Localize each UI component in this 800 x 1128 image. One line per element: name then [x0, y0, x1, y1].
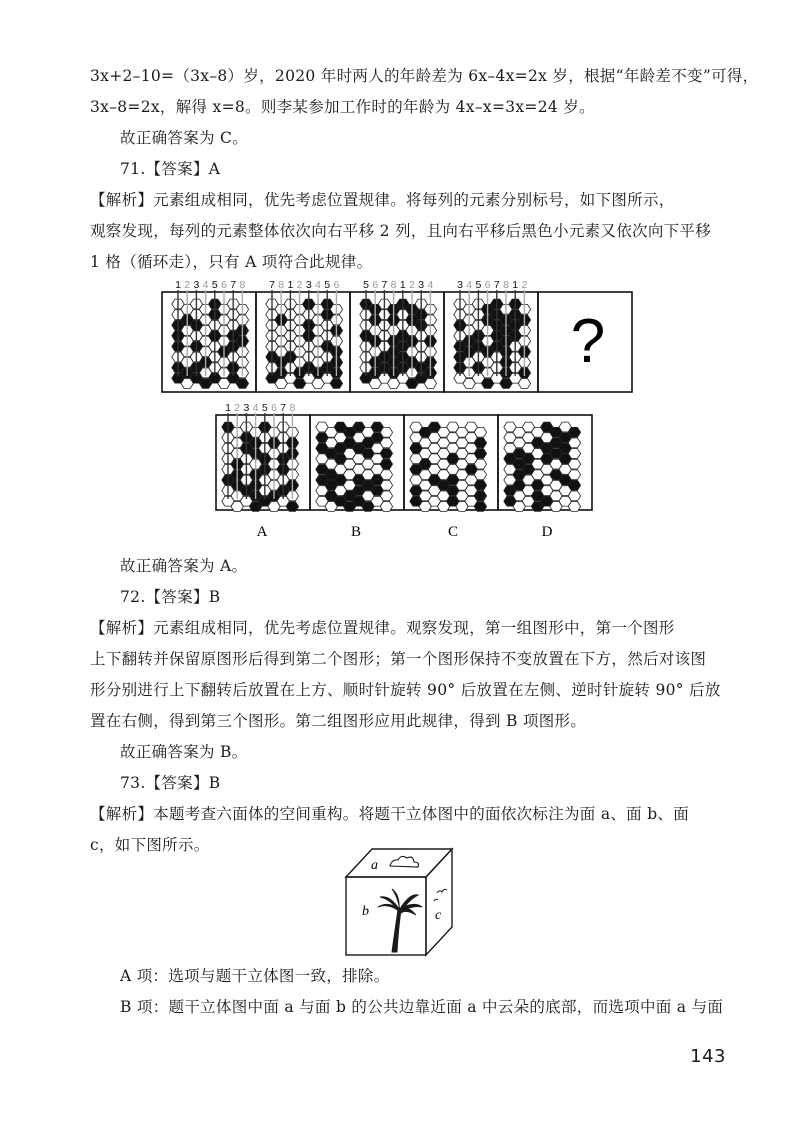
answer-heading-73: 73.【答案】B — [120, 774, 221, 792]
column-number-label: 4 — [427, 279, 434, 291]
column-number-label: 2 — [296, 279, 303, 291]
hex-cell — [236, 379, 248, 389]
explanation-line: 上下翻转并保留原图形后得到第二个图形；第一个图形保持不变放置在下方，然后对该图 — [90, 650, 707, 668]
cube-figure-73 — [340, 835, 460, 960]
page-number: 143 — [690, 1046, 726, 1067]
face-label-a: a — [371, 858, 378, 873]
cube-right-face — [426, 849, 452, 955]
option-label-b: B — [350, 524, 362, 540]
column-number-label: 7 — [269, 279, 275, 291]
column-number-label: 6 — [484, 279, 491, 291]
option-analysis-line: B 项：题干立体图中面 a 与面 b 的公共边靠近面 a 中云朵的底部，而选项中面 a 与面 — [120, 998, 724, 1016]
explanation-line: c，如下图所示。 — [90, 836, 210, 854]
hex-cell — [474, 438, 486, 448]
column-number-label: 6 — [333, 279, 340, 291]
hex-cell — [474, 449, 486, 459]
column-number-label: 2 — [184, 279, 191, 291]
column-number-label: 3 — [193, 279, 200, 291]
cube-top-face — [346, 849, 452, 877]
option-label-d: D — [541, 524, 553, 540]
column-number-label: 3 — [243, 402, 250, 414]
explanation-line: 【解析】本题考查六面体的空间重构。将题干立体图中的面依次标注为面 a、面 b、面 — [90, 805, 690, 823]
column-number-label: 4 — [202, 279, 209, 291]
column-number-label: 5 — [261, 402, 268, 414]
hex-cell — [474, 502, 486, 512]
hex-cell — [568, 480, 580, 490]
column-number-label: 8 — [289, 402, 296, 414]
option-analysis-line: A 项：选项与题干立体图一致，排除。 — [120, 967, 390, 985]
option-label-c: C — [447, 524, 459, 540]
bird-icon — [437, 889, 447, 893]
column-number-label: 3 — [457, 279, 463, 291]
column-number-label: 4 — [315, 279, 321, 291]
column-number-label: 5 — [211, 279, 218, 291]
column-number-label: 8 — [278, 279, 285, 291]
hex-cell — [380, 502, 392, 512]
column-number-label: 6 — [271, 402, 277, 414]
column-number-label: 5 — [324, 279, 331, 291]
hex-cell — [568, 438, 580, 448]
hex-cell — [474, 470, 486, 480]
explanation-line: 形分别进行上下翻转后放置在上方、顺时针旋转 90° 后放置在左侧、逆时针旋转 90° 后放 — [90, 681, 721, 699]
column-number-label: 1 — [287, 279, 294, 291]
column-number-label: 7 — [230, 279, 237, 291]
column-number-label: 2 — [521, 279, 528, 291]
column-number-label: 3 — [418, 279, 425, 291]
column-number-label: 7 — [381, 279, 388, 291]
explanation-line: 观察发现，每列的元素整体依次向右平移 2 列，且向右平移后黑色小元素又依次向下平移 — [90, 222, 712, 240]
column-number-label: 4 — [466, 279, 473, 291]
hex-cell — [380, 459, 392, 469]
hex-cell — [474, 480, 486, 490]
column-number-label: 7 — [280, 402, 287, 414]
column-number-label: 1 — [175, 279, 181, 291]
hex-cell — [380, 470, 392, 480]
hex-cell — [380, 438, 392, 448]
hex-cell — [330, 379, 342, 389]
cube-front-face — [346, 877, 426, 955]
column-number-label: 1 — [512, 279, 519, 291]
hex-cell — [568, 470, 580, 480]
bird-icon — [434, 899, 438, 901]
column-number-label: 8 — [239, 279, 246, 291]
column-number-label: 5 — [363, 279, 369, 291]
hex-cell — [380, 480, 392, 490]
question-mark: ? — [570, 307, 606, 376]
hex-cell — [380, 427, 392, 437]
text-line: 3x–8=2x，解得 x=8。则李某参加工作时的年龄为 4x–x=3x=24 岁。 — [90, 98, 595, 116]
conclusion-line: 故正确答案为 B。 — [120, 743, 248, 761]
hex-cell — [568, 449, 580, 459]
answer-heading-72: 72.【答案】B — [120, 588, 221, 606]
hex-cell — [286, 502, 298, 512]
explanation-line: 1 格（循环走），只有 A 项符合此规律。 — [90, 253, 373, 271]
explanation-line: 置在右侧，得到第三个图形。第二组图形应用此规律，得到 B 项图形。 — [90, 712, 587, 730]
column-number-label: 8 — [390, 279, 397, 291]
answer-heading-71: 71.【答案】A — [120, 160, 221, 178]
column-number-label: 1 — [399, 279, 406, 291]
column-number-label: 1 — [225, 402, 231, 414]
hex-cell — [474, 427, 486, 437]
hex-cell — [518, 379, 530, 389]
column-number-label: 6 — [372, 279, 379, 291]
hex-cell — [568, 502, 580, 512]
pattern-figure-71 — [150, 270, 650, 550]
hex-cell — [568, 427, 580, 437]
face-label-c: c — [435, 908, 442, 923]
hex-cell — [474, 459, 486, 469]
hex-cell — [474, 491, 486, 501]
text-line: 3x+2–10=（3x–8）岁，2020 年时两人的年龄差为 6x–4x=2x 岁，根据“年龄差不变”可得， — [90, 67, 759, 85]
column-number-label: 8 — [503, 279, 509, 291]
column-number-label: 2 — [409, 279, 415, 291]
face-label-b: b — [362, 904, 369, 919]
conclusion-line: 故正确答案为 C。 — [120, 129, 248, 147]
column-number-label: 5 — [475, 279, 482, 291]
option-label-a: A — [256, 524, 268, 540]
hex-cell — [568, 491, 580, 501]
hex-cell — [568, 459, 580, 469]
explanation-line: 【解析】元素组成相同，优先考虑位置规律。将每列的元素分别标号，如下图所示， — [90, 191, 675, 209]
hex-cell — [424, 379, 436, 389]
column-number-label: 7 — [493, 279, 500, 291]
hex-cell — [380, 449, 392, 459]
column-number-label: 2 — [234, 402, 241, 414]
hex-cell — [380, 491, 392, 501]
column-number-label: 3 — [305, 279, 312, 291]
explanation-line: 【解析】元素组成相同，优先考虑位置规律。观察发现，第一组图形中，第一个图形 — [90, 619, 675, 637]
column-number-label: 6 — [221, 279, 227, 291]
conclusion-line: 故正确答案为 A。 — [120, 557, 248, 575]
cloud-icon — [390, 856, 419, 867]
column-number-label: 4 — [252, 402, 259, 414]
palm-tree-icon — [378, 889, 422, 952]
